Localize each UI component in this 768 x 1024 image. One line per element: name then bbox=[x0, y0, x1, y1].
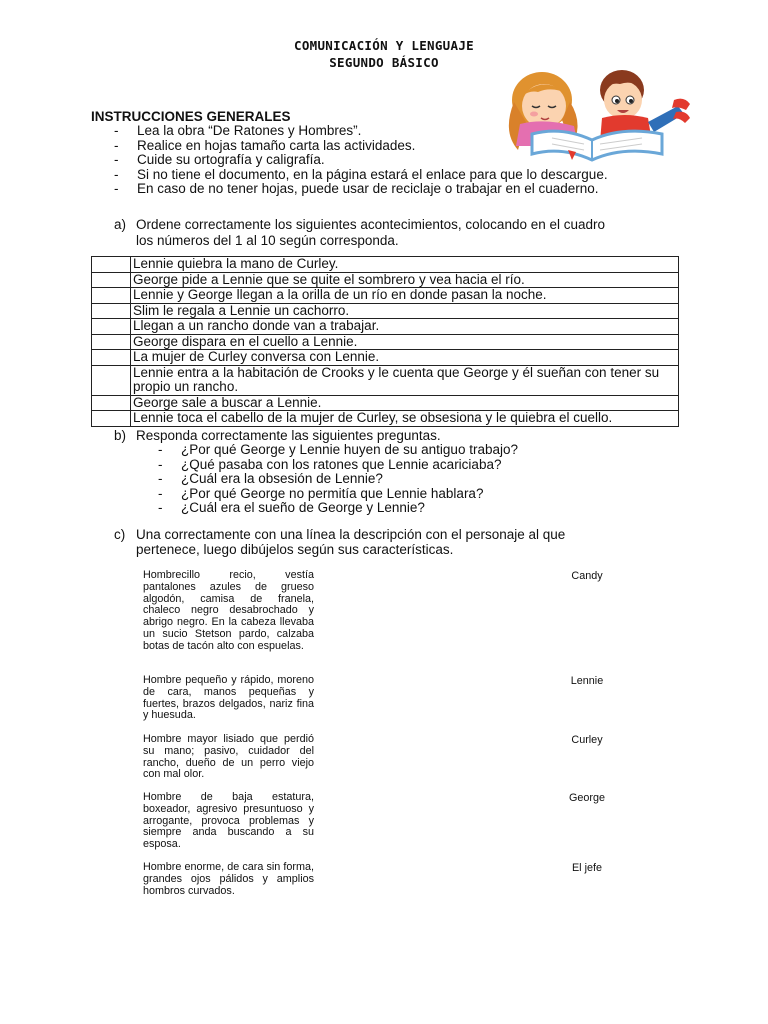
event-text: George dispara en el cuello a Lennie. bbox=[131, 334, 679, 350]
list-item: - ¿Cuál era la obsesión de Lennie? bbox=[158, 471, 383, 486]
list-item: - Realice en hojas tamaño carta las actividades. bbox=[114, 137, 416, 153]
character-name: Curley bbox=[571, 734, 603, 746]
character-description: Hombre mayor lisiado que perdió su mano; pasivo, cuidador del rancho, dueño de un perro viejo con mal olor. bbox=[143, 733, 314, 781]
order-box[interactable] bbox=[92, 350, 131, 366]
event-text: Lennie y George llegan a la orilla de un río en donde pasan la noche. bbox=[131, 288, 679, 304]
order-box[interactable] bbox=[92, 365, 131, 395]
character-name: Lennie bbox=[570, 675, 604, 687]
list-item: - Si no tiene el documento, en la página estará el enlace para que lo descargue. bbox=[114, 166, 608, 182]
section-a-marker: a) bbox=[114, 217, 127, 232]
order-box[interactable] bbox=[92, 319, 131, 335]
event-text: La mujer de Curley conversa con Lennie. bbox=[131, 350, 679, 366]
section-c-instruction-line2: pertenece, luego dibújelos según sus características. bbox=[136, 542, 454, 557]
character-name: Candy bbox=[571, 570, 603, 582]
table-row bbox=[92, 303, 679, 319]
list-item: - Lea la obra “De Ratones y Hombres”. bbox=[114, 123, 362, 138]
list-item: - ¿Cuál era el sueño de George y Lennie? bbox=[158, 500, 425, 515]
character-name: El jefe bbox=[571, 862, 602, 874]
table-row bbox=[92, 319, 679, 335]
list-item: - Cuide su ortografía y caligrafía. bbox=[114, 152, 325, 167]
event-text: George pide a Lennie que se quite el sombrero y vea hacia el río. bbox=[131, 272, 679, 288]
order-box[interactable] bbox=[92, 303, 131, 319]
character-description: Hombrecillo recio, vestía pantalones azules de grueso algodón, camisa de franela, chaleco negro desabrochado y abrigo negro. En la cabeza llevaba un sucio Stetson pardo, calzaba botas de tacón alto con espuelas. bbox=[143, 569, 314, 652]
section-b-instruction: Responda correctamente las siguientes preguntas. bbox=[136, 428, 441, 443]
event-text: George sale a buscar a Lennie. bbox=[131, 395, 679, 411]
questions-list bbox=[158, 442, 518, 516]
event-text: Slim le regala a Lennie un cachorro. bbox=[131, 303, 679, 319]
table-row bbox=[92, 257, 679, 273]
table-row bbox=[92, 288, 679, 304]
character-description: Hombre pequeño y rápido, moreno de cara, manos pequeñas y fuertes, brazos delgados, nariz fina y huesuda. bbox=[143, 674, 314, 722]
table-row bbox=[92, 334, 679, 350]
table-row bbox=[92, 395, 679, 411]
list-item: - En caso de no tener hojas, puede usar de reciclaje o trabajar en el cuaderno. bbox=[114, 181, 599, 196]
character-description: Hombre de baja estatura, boxeador, agresivo presuntuoso y arrogante, provoca problemas y siempre anda buscando a su esposa. bbox=[143, 791, 314, 851]
order-box[interactable] bbox=[92, 411, 131, 427]
table-row bbox=[92, 272, 679, 288]
page-subtitle: SEGUNDO BÁSICO bbox=[329, 55, 439, 70]
list-item: - ¿Qué pasaba con los ratones que Lennie acariciaba? bbox=[158, 456, 502, 472]
instructions-list bbox=[114, 123, 608, 197]
order-box[interactable] bbox=[92, 272, 131, 288]
section-b-marker: b) bbox=[114, 428, 127, 443]
page-title: COMUNICACIÓN Y LENGUAJE bbox=[294, 38, 474, 53]
event-text: Lennie entra a la habitación de Crooks y le cuenta que George y él sueñan con tener su propio un rancho. bbox=[131, 365, 679, 395]
order-box[interactable] bbox=[92, 288, 131, 304]
event-text: Lennie toca el cabello de la mujer de Curley, se obsesiona y le quiebra el cuello. bbox=[131, 411, 679, 427]
event-text: Lennie quiebra la mano de Curley. bbox=[131, 257, 679, 273]
list-item: - ¿Por qué George y Lennie huyen de su antiguo trabajo? bbox=[158, 442, 518, 457]
section-a-instruction-line1: Ordene correctamente los siguientes acontecimientos, colocando en el cuadro bbox=[136, 217, 606, 232]
character-description: Hombre enorme, de cara sin forma, grandes ojos pálidos y amplios hombros curvados. bbox=[143, 861, 314, 897]
instructions-heading: INSTRUCCIONES GENERALES bbox=[91, 109, 291, 124]
events-table bbox=[91, 256, 679, 427]
order-box[interactable] bbox=[92, 257, 131, 273]
table-row bbox=[92, 411, 679, 427]
order-box[interactable] bbox=[92, 334, 131, 350]
section-c-marker: c) bbox=[114, 527, 126, 542]
table-row bbox=[92, 350, 679, 366]
section-a-instruction-line2: los números del 1 al 10 según corresponda. bbox=[136, 233, 399, 248]
table-row bbox=[92, 365, 679, 395]
event-text: Llegan a un rancho donde van a trabajar. bbox=[131, 319, 679, 335]
list-item: - ¿Por qué George no permitía que Lennie hablara? bbox=[158, 485, 484, 501]
order-box[interactable] bbox=[92, 395, 131, 411]
section-c-instruction-line1: Una correctamente con una línea la descripción con el personaje al que bbox=[136, 527, 566, 542]
character-name: George bbox=[568, 792, 605, 804]
